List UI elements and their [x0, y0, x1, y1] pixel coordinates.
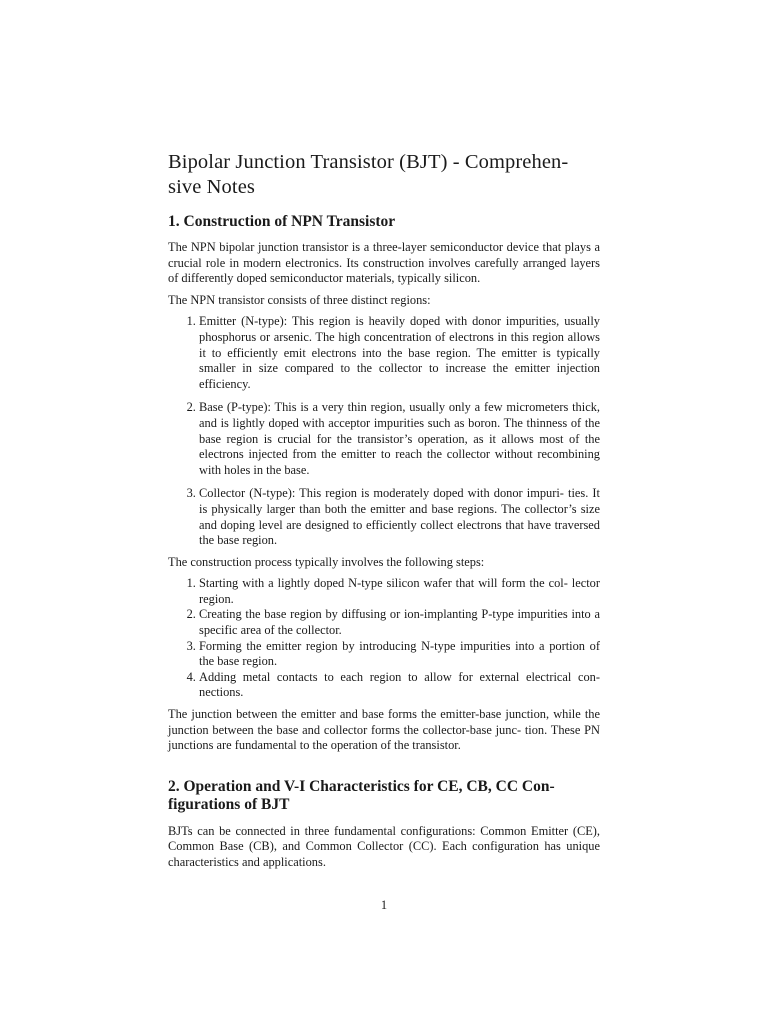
section-1-heading: 1. Construction of NPN Transistor	[168, 213, 396, 230]
region-item-base: 2. Base (P-type): This is a very thin region, usually only a few micrometers thick, and is lightly doped with acceptor impurities such as boron. The thinness of the base region is crucial for the transistor’s operation, as it allows most of the electrons injected from the emitter to reach the collector without recombining with holes in the base.	[199, 400, 600, 478]
document-title: Bipolar Junction Transistor (BJT) - Comprehen- sive Notes	[168, 151, 569, 198]
page-number: 1	[380, 898, 388, 912]
regions-list	[168, 314, 600, 548]
step-item: 2. Creating the base region by diffusing or ion-implanting P-type impurities into a specific area of the collector.	[199, 607, 600, 638]
regions-intro: The NPN transistor consists of three distinct regions:	[168, 292, 431, 307]
junction-paragraph: The junction between the emitter and base forms the emitter-base junction, while the junction between the base and collector forms the collector-base junc- tion. These PN junctions are fundamental to the operation of the transistor.	[168, 707, 600, 753]
step-item: 4. Adding metal contacts to each region to allow for external electrical con- nections.	[199, 670, 600, 701]
section-2-intro: BJTs can be connected in three fundamental configurations: Common Emitter (CE), Common Base (CB), and Common Collector (CC). Each configuration has unique characteristics and applications.	[168, 823, 600, 869]
process-intro: The construction process typically involves the following steps:	[168, 554, 485, 569]
section-1-intro: The NPN bipolar junction transistor is a three-layer semiconductor device that plays a crucial role in modern electronics. Its construction involves carefully arranged layers of differently doped semiconductor materials, typically silicon.	[168, 240, 600, 286]
region-item-emitter: 1. Emitter (N-type): This region is heavily doped with donor impurities, usually phosphorus or arsenic. The high concentration of electrons in this region allows it to efficiently emit electrons into the base region. The emitter is typically smaller in size compared to the collector to increase the emitter injection efficiency.	[199, 314, 600, 392]
page-content	[168, 150, 600, 877]
region-item-collector: 3. Collector (N-type): This region is moderately doped with donor impuri- ties. It is physically larger than both the emitter and base regions. The collector’s size and doping level are designed to efficiently collect electrons that have traversed the base region.	[199, 486, 600, 548]
construction-steps-list	[168, 576, 600, 701]
step-item: 3. Forming the emitter region by introducing N-type impurities into a portion of the base region.	[199, 639, 600, 670]
step-item: 1. Starting with a lightly doped N-type silicon wafer that will form the col- lector region.	[199, 576, 600, 607]
section-2-heading: 2. Operation and V-I Characteristics for CE, CB, CC Con- figurations of BJT	[168, 777, 555, 813]
